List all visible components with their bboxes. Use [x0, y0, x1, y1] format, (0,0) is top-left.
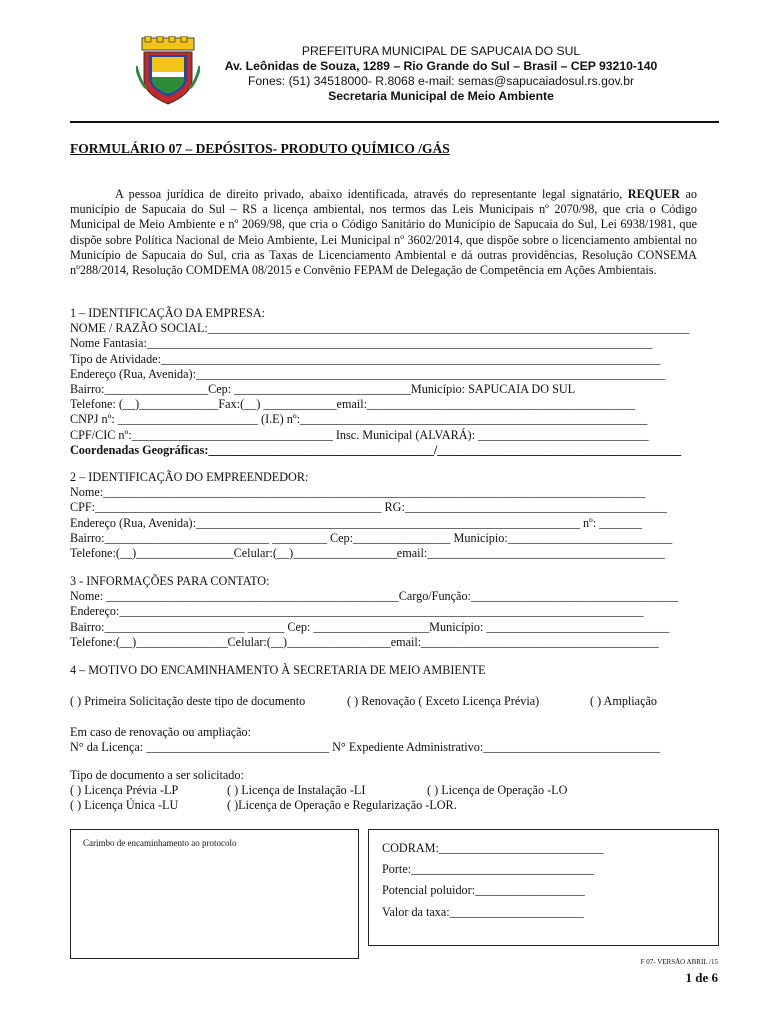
stamp-box — [70, 829, 359, 959]
contact-address-field[interactable]: Endereço:______________________________________________________________________________________ — [70, 604, 644, 619]
entrepreneur-name-field[interactable]: Nome:_________________________________________________________________________________________ — [70, 485, 646, 500]
option-lor[interactable]: ( )Licença de Operação e Regularização -LOR. — [227, 798, 457, 812]
intro-request-word: REQUER — [627, 187, 680, 201]
option-first-request[interactable]: ( ) Primeira Solicitação deste tipo de documento — [70, 694, 306, 708]
license-number-field[interactable]: N° da Licença: ______________________________ N° Expediente Administrativo:_____________________________ — [70, 740, 660, 754]
trade-name-field[interactable]: Nome Fantasia:___________________________________________________________________________________ — [70, 336, 653, 351]
doc-type-label: Tipo de documento a ser solicitado: — [70, 768, 244, 782]
porte-field[interactable]: Porte:______________________________ — [382, 862, 594, 876]
header-municipality: PREFEITURA MUNICIPAL DE SAPUCAIA DO SUL — [301, 44, 581, 58]
header-secretariat: Secretaria Municipal de Meio Ambiente — [328, 89, 554, 103]
codram-field[interactable]: CODRAM:___________________________ — [382, 841, 604, 855]
cnpj-ie-field[interactable]: CNPJ nº: _______________________ (I.E) nº:_________________________________________________________ — [70, 412, 648, 427]
fee-value-field[interactable]: Valor da taxa:______________________ — [382, 905, 584, 919]
section-heading: 4 – MOTIVO DO ENCAMINHAMENTO À SECRETARIA DE MEIO AMBIENTE — [70, 663, 486, 677]
option-li[interactable]: ( ) Licença de Instalação -LI — [227, 783, 366, 797]
cpf-license-field[interactable]: CPF/CIC nº:_________________________________ Insc. Municipal (ALVARÁ): ____________________________ — [70, 427, 649, 442]
entrepreneur-district-field[interactable]: Bairro:___________________________ _________ Cep:________________ Município:___________________________ — [70, 530, 673, 545]
stamp-box-label: Carimbo de encaminhamento ao protocolo — [83, 838, 237, 848]
form-version: F 07- VERSÃO ABRIL /15 — [640, 958, 718, 966]
contact-district-field[interactable]: Bairro:_______________________ ______ Cep: ___________________Município: ______________________________ — [70, 619, 670, 634]
entrepreneur-cpf-rg-field[interactable]: CPF:_______________________________________________ RG:___________________________________________ — [70, 500, 667, 515]
entrepreneur-address-field[interactable]: Endereço (Rua, Avenida):_______________________________________________________________ nº: _______ — [70, 515, 642, 530]
intro-text-start: A pessoa jurídica de direito privado, abaixo identificada, através do representante legal signatário, — [115, 187, 628, 201]
option-renewal[interactable]: ( ) Renovação ( Exceto Licença Prévia) — [347, 694, 540, 708]
intro-paragraph — [70, 187, 697, 278]
renewal-label: Em caso de renovação ou ampliação: — [70, 725, 252, 739]
option-lu[interactable]: ( ) Licença Única -LU — [70, 798, 179, 812]
page-number: 1 de 6 — [685, 970, 718, 985]
entrepreneur-phone-field[interactable]: Telefone:(__)________________Celular:(__)_________________email:_______________________________________ — [70, 546, 665, 561]
pollution-potential-field[interactable]: Potencial poluidor:__________________ — [382, 883, 585, 897]
contact-name-role-field[interactable]: Nome: ________________________________________________Cargo/Função:__________________________________ — [70, 589, 679, 604]
coat-of-arms-logo — [136, 36, 200, 106]
activity-type-field[interactable]: Tipo de Atividade:__________________________________________________________________________________ — [70, 351, 661, 366]
section-company — [70, 306, 715, 458]
section-heading: 2 – IDENTIFICAÇÃO DO EMPREENDEDOR: — [70, 470, 309, 484]
section-heading: 3 - INFORMAÇÕES PARA CONTATO: — [70, 574, 270, 588]
intro-text-end: ao município de Sapucaia do Sul – RS a licença ambiental, nos termos das Leis Municipais nº 2070/98, que cria o Código Municipal de Meio Ambiente e nº 2069/98, que cria o Código Sanitário do Município de Sapucaia do Sul, Lei 6938/1981, que dispõe sobre Política Nacional de Meio Ambiente, Lei Municipal nº 3602/2014, que dispõe sobre o licenciamento ambiental no Município de Sapucaia do Sul, cria as Taxas de Licenciamento Ambiental e dá outras providências, Resolução CONSEMA nº288/2014, Resolução COMDEMA 08/2015 e Convênio FEPAM de Delegação de Competência em Ações Ambientais. — [70, 187, 697, 278]
section-entrepreneur — [70, 470, 715, 561]
section-heading: 1 – IDENTIFICAÇÃO DA EMPRESA: — [70, 306, 266, 320]
option-lo[interactable]: ( ) Licença de Operação -LO — [427, 783, 568, 797]
company-address-field[interactable]: Endereço (Rua, Avenida):_____________________________________________________________________________ — [70, 366, 666, 381]
option-lp[interactable]: ( ) Licença Prévia -LP — [70, 783, 179, 797]
header-address: Av. Leônidas de Souza, 1289 – Rio Grande do Sul – Brasil – CEP 93210-140 — [224, 59, 658, 73]
header-divider — [70, 121, 719, 123]
company-district-cep-field[interactable]: Bairro:_________________Cep: _____________________________Município: SAPUCAIA DO SUL — [70, 382, 576, 397]
codram-box — [368, 829, 719, 946]
geo-coordinates-field[interactable]: Coordenadas Geográficas:_____________________________________/________________________________________ — [70, 442, 682, 457]
section-contact — [70, 574, 715, 650]
contact-phone-field[interactable]: Telefone:(__)_______________Celular:(__)_________________email:_______________________________________ — [70, 634, 659, 649]
company-name-field[interactable]: NOME / RAZÃO SOCIAL:_______________________________________________________________________________ — [70, 321, 690, 336]
form-title: FORMULÁRIO 07 – DEPÓSITOS- PRODUTO QUÍMICO /GÁS — [70, 141, 450, 156]
header-contacts: Fones: (51) 34518000- R.8068 e-mail: semas@sapucaiadosul.rs.gov.br — [247, 74, 635, 88]
company-phone-fax-email-field[interactable]: Telefone: (__)_____________Fax:(__) ____________email:____________________________________________ — [70, 397, 636, 412]
option-expansion[interactable]: ( ) Ampliação — [590, 694, 658, 708]
